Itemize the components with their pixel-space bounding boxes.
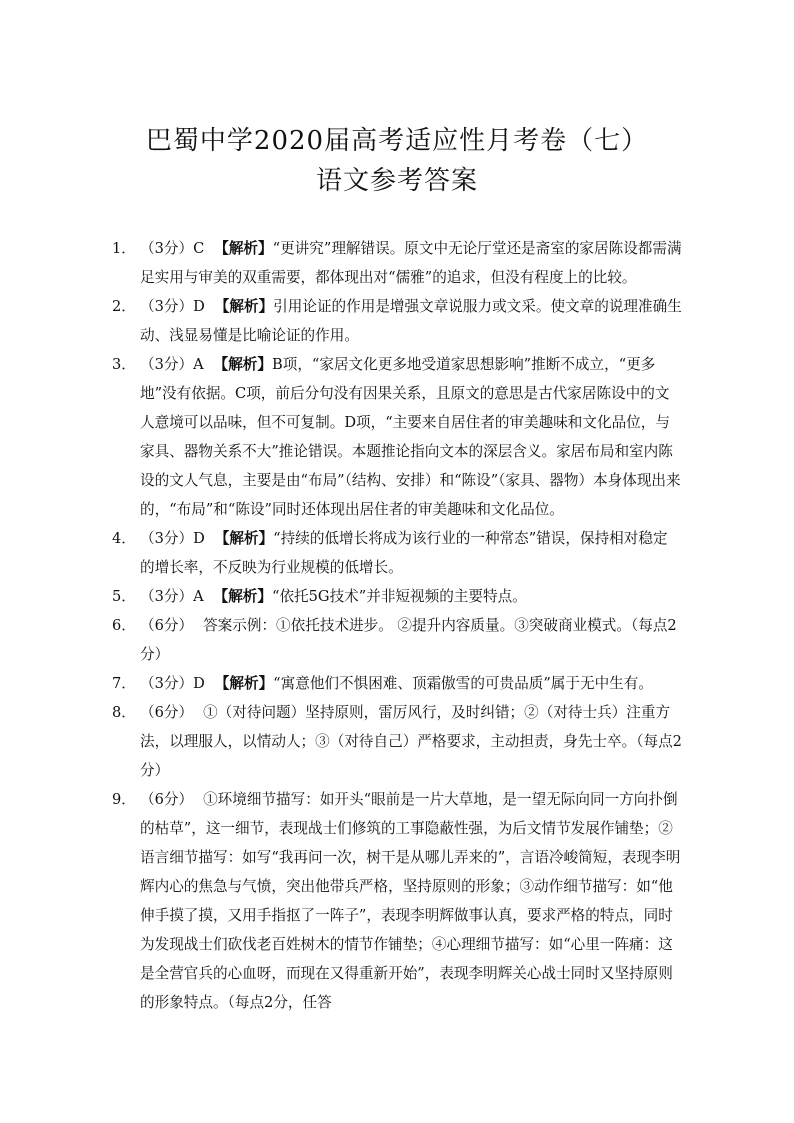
answer-item [112, 350, 682, 524]
answer-number: 4． [112, 530, 136, 547]
answer-text: ①环境细节描写：如开头“眼前是一片大草地，是一望无际向同一方向扑倒的枯草”，这一细节，表现战士们修筑的工事隐蔽性强，为后文情节发展作铺垫；②语言细节描写：如写“我再问一次，树干是从哪儿弄来的”，言语冷峻简短，表现李明辉内心的焦急与气愤，突出他带兵严格，坚持原则的形象；③动作细节描写：如“他伸手摸了摸，又用手指抠了一阵子”，表现李明辉做事认真，要求严格的特点，同时为发现战士们砍伐老百姓树木的情节作铺垫；④心理细节描写：如“心里一阵痛：这是全营官兵的心血呀，而现在又得重新开始”，表现李明辉关心战士同时又坚持原则的形象特点。（每点2分，任答 [140, 791, 681, 1011]
answer-text: ①（对待问题）坚持原则，雷厉风行，及时纠错；②（对待士兵）注重方法，以理服人，以情动人；③（对待自己）严格要求，主动担责，身先士卒。（每点2分） [140, 704, 682, 779]
answer-number: 7． [112, 675, 136, 692]
answer-text: “依托5G技术”并非短视频的主要特点。 [272, 588, 527, 605]
answer-item [112, 611, 682, 669]
answer-score: （3分）D [140, 298, 205, 315]
page-subtitle: 语文参考答案 [315, 166, 478, 196]
answer-score: （3分）D [140, 530, 205, 547]
answer-score: （6分） [140, 617, 194, 634]
answer-item [112, 292, 682, 350]
answer-list [112, 234, 682, 1017]
answer-number: 6． [112, 617, 136, 634]
answer-item [112, 234, 682, 292]
answer-score: （3分）D [140, 675, 205, 692]
answer-tag: 【解析】 [214, 298, 274, 315]
answer-score: （3分）A [140, 356, 204, 373]
answer-number: 8． [112, 704, 136, 721]
answer-item [112, 524, 682, 582]
page-title: 巴蜀中学2020届高考适应性月考卷（七） [145, 126, 649, 156]
answer-score: （6分） [140, 704, 194, 721]
answer-text: “持续的低增长将成为该行业的一种常态”错误，保持相对稳定的增长率，不反映为行业规模的低增长。 [140, 530, 668, 576]
answer-tag: 【解析】 [213, 588, 272, 605]
answer-tag: 【解析】 [214, 240, 273, 257]
answer-number: 3． [112, 356, 136, 373]
answer-tag: 【解析】 [214, 530, 274, 547]
answer-text: 引用论证的作用是增强文章说服力或文采。使文章的说理准确生动、浅显易懂是比喻论证的作用。 [140, 298, 682, 344]
answer-text: 答案示例：①依托技术进步。 ②提升内容质量。③突破商业模式。（每点2分） [140, 617, 677, 663]
answer-item [112, 698, 682, 785]
answer-number: 5． [112, 588, 136, 605]
answer-number: 9． [112, 791, 136, 808]
answer-tag: 【解析】 [213, 356, 272, 373]
answer-item [112, 669, 682, 698]
answer-text: “更讲究”理解错误。原文中无论厅堂还是斋室的家居陈设都需满足实用与审美的双重需要，都体现出对“儒雅”的追求，但没有程度上的比较。 [140, 240, 682, 286]
answer-number: 1． [112, 240, 136, 257]
answer-tag: 【解析】 [214, 675, 274, 692]
answer-score: （3分）A [140, 588, 204, 605]
answer-score: （6分） [140, 791, 194, 808]
answer-item [112, 785, 682, 1017]
answer-text: B项，“家居文化更多地受道家思想影响”推断不成立，“更多地”没有依据。C项，前后分句没有因果关系，且原文的意思是古代家居陈设中的文人意境可以品味，但不可复制。D项，“主要来自居住者的审美趣味和文化品位，与家具、器物关系不大”推论错误。本题推论指向文本的深层含义。家居布局和室内陈设的文人气息，主要是由“布局”（结构、安排）和“陈设”（家具、器物）本身体现出来的，“布局”和“陈设”同时还体现出居住者的审美趣味和文化品位。 [140, 356, 681, 518]
answer-item [112, 582, 682, 611]
answer-text: “寓意他们不惧困难、顶霜傲雪的可贵品质”属于无中生有。 [273, 675, 653, 692]
answer-score: （3分）C [140, 240, 205, 257]
answer-number: 2． [112, 298, 136, 315]
